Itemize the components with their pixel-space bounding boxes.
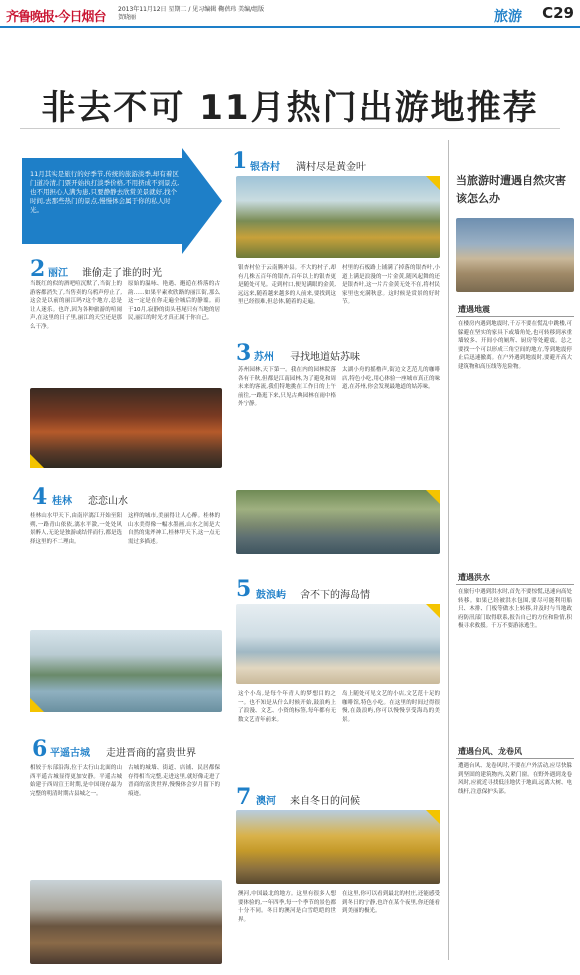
spot-number: 7 (236, 784, 252, 810)
yellow-corner (426, 176, 440, 190)
spot-photo-mohe (236, 810, 440, 884)
spot-text: 相较于东部沿海,位于太行山北面的山西平遥古城显得更加安静。平遥古城始建于西周宣王时期,是中国现存最为完整的明清时期古县城之一。 (30, 765, 122, 797)
spot-photo-lijiang (30, 388, 222, 468)
spot-subtitle: 寻找地道姑苏味 (290, 352, 360, 363)
sidebar-section-text: 遭遇台风、龙卷风时,不要在户外活动,应尽快躲到坚固的建筑物内,关紧门窗。在野外遇到龙卷风时,应就近寻找低洼地伏于地面,远离大树、电线杆,注意保护头部。 (458, 763, 572, 795)
spot-text: 原始的温咏、艳遇、邂逅在桥落的古韵……如果平素欢欣路的丽江街,那么这一定是在你走遍全城后的静谧。而于10月,寂静的街头巷尾只有当地的居民,丽江的时光才真正属于你自己。 (128, 281, 220, 321)
yellow-corner (426, 810, 440, 824)
sidebar-section-head: 遭遇台风、龙卷风 (458, 747, 522, 756)
spot-number: 6 (32, 736, 48, 762)
spot-place: 苏州 (254, 352, 274, 363)
spot-photo-guilin (30, 630, 222, 712)
spot-place: 平遥古城 (50, 748, 90, 759)
spot-subtitle: 谁偷走了谁的时光 (82, 268, 162, 279)
spot-number: 1 (232, 148, 248, 174)
spot-subtitle: 走进晋商的富贵世界 (106, 748, 196, 759)
spot-number: 5 (236, 576, 252, 602)
spot-subtitle: 来自冬日的问候 (290, 796, 360, 807)
spot-photo-gulangyu (236, 604, 440, 684)
spot-subtitle: 舍不下的海岛情 (300, 590, 370, 601)
spot-place: 鼓浪屿 (256, 590, 286, 601)
spot-place: 桂林 (52, 496, 72, 507)
column-divider (448, 140, 449, 960)
spot-subtitle: 恋恋山水 (88, 496, 128, 507)
sidebar-section-text: 在楼房内遇到地震时,千万不要在慌乱中跳楼,可躲避在坚实的家具下或墙角处,也可转移到承重墙较多、开间小的厕所、厨房等处避震。总之要找一个可以形成三角空间的地方,等到地震停止后迅速撤离。在户外遇到地震时,要避开高大建筑物和高压线等危险物。 (458, 321, 572, 370)
spot-number: 2 (30, 256, 46, 282)
yellow-corner (426, 490, 440, 504)
yellow-corner (30, 454, 44, 468)
spot-text: 这样的城市,美丽得让人心醉。桂林的山水美得像一幅水墨画,山水之间是大自然的鬼斧神工,桂林甲天下,这一点无需过多描述。 (128, 513, 220, 545)
spot-text: 银杏村位于云南腾冲县。不大的村子,却有几株五百年的银杏,百年以上的银杏更是随处可见。走到村口,便见满眼的金黄,远远来,随着越来越多的人前来,要找到这里已经很难,但总体,随着的走遍。 (238, 265, 336, 305)
sidebar-rule (456, 316, 574, 317)
page-headline: 非去不可 11月热门出游地推荐 (41, 88, 539, 128)
spot-text: 苏州园林,天下第一。我在内的园林院落各有千秋,但都是江南园林,为了避免和周末来的客流,我们特地挑在工作日的上午前往,一路逛下来,只见古典园林在雨中格外宁静。 (238, 367, 336, 407)
yellow-corner (426, 604, 440, 618)
sidebar-photo-disaster (456, 218, 574, 292)
sidebar-rule (456, 584, 574, 585)
spot-text: 岛上随处可见文艺的小店,文艺范十足的咖啡馆,特色小吃。在这里的时间过得很慢,在鼓浪屿,你可以慢慢享受海岛的美景。 (342, 691, 440, 723)
spot-photo-village (236, 176, 440, 258)
spot-text: 桂林山水甲天下,由南岸漓江开始至阳朔,一路青山依依,漓水平潋,一处处风景醉人,无论是独游或结伴而行,都是选择这里的不二理由。 (30, 513, 122, 545)
header-rule (0, 26, 580, 28)
spot-subtitle: 满村尽是黄金叶 (296, 162, 366, 173)
sidebar-section-head: 遭遇洪水 (458, 573, 490, 582)
spot-number: 3 (236, 340, 252, 366)
spot-place: 澳河 (256, 796, 276, 807)
spot-text: 太湖小舟的摇橹声,街边文艺范儿的咖啡店,特色小吃,用心体验一座城市真正的味道,在苏州,你会发现最地道的姑苏味。 (342, 367, 440, 390)
spot-place: 丽江 (48, 268, 68, 279)
spot-photo-pingyao (30, 880, 222, 964)
page-number: C29 (542, 4, 574, 22)
spot-photo-suzhou (236, 490, 440, 554)
yellow-corner (30, 698, 44, 712)
spot-number: 4 (32, 484, 48, 510)
intro-text: 11月其实是旅行的好季节,传统的旅游淡季,却有着区门道冷清,门票开始执打淡季价格,不用挤成不到景点,也不用担心人满为患,只要静静去欣赏美景就好,找个时间,去那些热门的景点,慢慢体会属于你的私人时光。 (30, 170, 180, 214)
header-meta: 2013年11月12日 星期二 / 见习编辑 鞠蓓玮 美编/组版 贺晓丽 (118, 6, 265, 21)
sidebar-section-head: 遭遇地震 (458, 305, 490, 314)
spot-text: 这个小岛,是每个年青人的梦想目的之一。也不知是从什么时候开始,鼓浪屿上了浪漫、文艺、小资的标签,每年都有无数文艺青年前来。 (238, 691, 336, 723)
spot-text: 澳河,中国最北的地方。这里有很多人想要体验的,一年四季,每一个季节的景色都十分不同。冬日的澳河是白雪皑皑的世界。 (238, 891, 336, 923)
headline-underline (20, 128, 560, 129)
spot-text: 古城的城墙、街道、店铺、民居都保存得相当完整,走进这里,就好像走进了晋商的富贵世界,慢慢体会岁月留下的痕迹。 (128, 765, 220, 797)
spot-text: 村里的石板路上铺满了掉落的银杏叶,小道上满是浪漫的一片金黄,随风起舞的还是银杏叶,这一片片金黄无处不在,将村民家里也充满秋意。这时候是赏景的好时节。 (342, 265, 440, 305)
section-label: 旅游 (494, 9, 522, 25)
spot-text: 在这里,你可以看到最北的村庄,还能感受到冬日的宁静,也许在某个夜里,你还能看到美丽的极光。 (342, 891, 440, 914)
spot-text: 当既红的似的酒吧喧沉默了,当街上的游客都消失了,当售卖的乌鸦声停止了,这会是以前的丽江吗?这个地方,总是让人迷乐。也许,因为各种旅游的喧闹声,在这里的日子里,丽江的天空还是那么干净。 (30, 281, 122, 330)
sidebar-section-text: 在旅行中遇到洪水时,首先不要惊慌,迅速向高处转移。如果已经被洪水包围,要尽可能利用船只、木排、门板等做水上转移,并及时与当地政府防汛部门取得联系,报告自己的方位和险情,积极寻求救援。千万不要游泳逃生。 (458, 589, 572, 629)
sidebar-title: 当旅游时遭遇自然灾害该怎么办 (456, 174, 566, 205)
spot-place: 银杏村 (250, 162, 280, 173)
newspaper-logo: 齐鲁晚报·今日烟台 (6, 10, 106, 25)
sidebar-rule (456, 758, 574, 759)
